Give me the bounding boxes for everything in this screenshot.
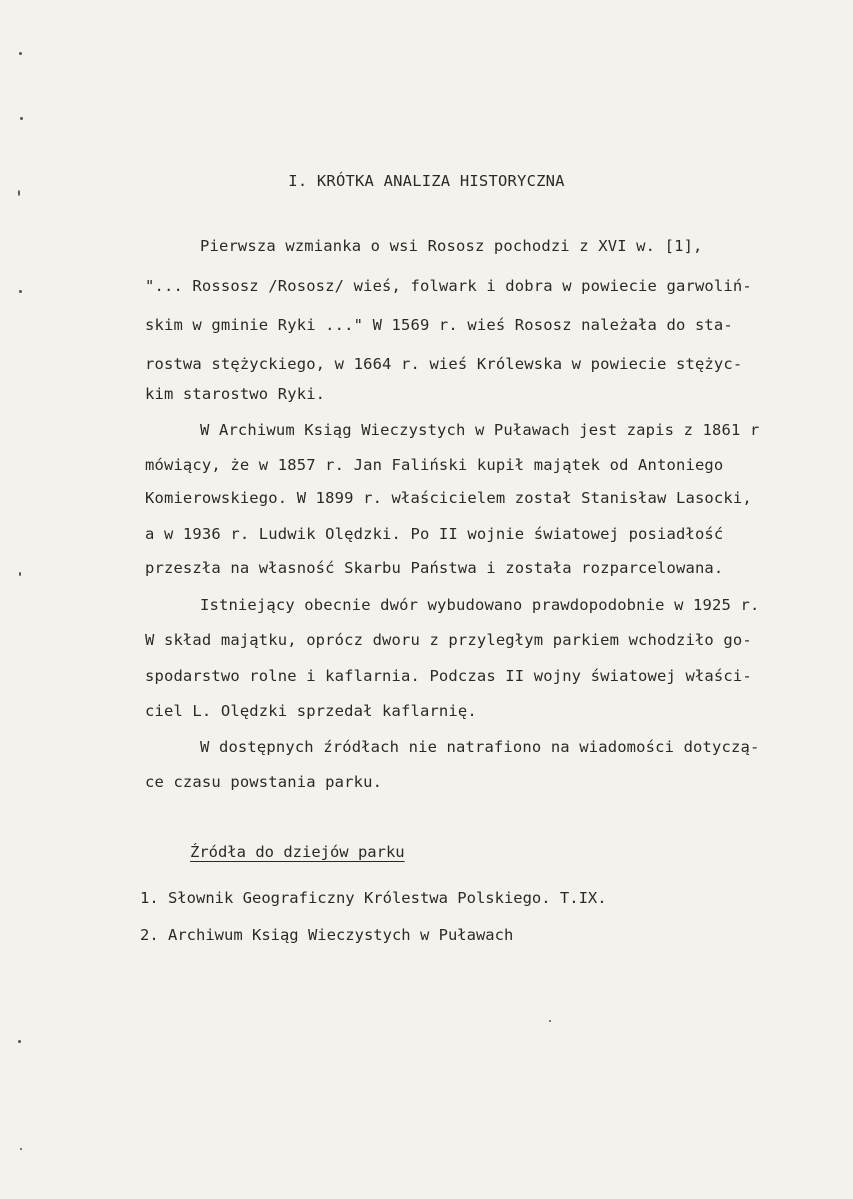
scan-speck xyxy=(19,290,22,293)
text-line: skim w gminie Ryki ..." W 1569 r. wieś Rososz należała do sta- xyxy=(145,316,733,334)
scan-speck xyxy=(20,117,23,120)
source-item: 1. Słownik Geograficzny Królestwa Polskiego. T.IX. xyxy=(140,889,607,907)
text-line: przeszła na własność Skarbu Państwa i została rozparcelowana. xyxy=(145,559,724,577)
text-line: W Archiwum Ksiąg Wieczystych w Puławach jest zapis z 1861 r xyxy=(200,421,760,439)
document-title: I. KRÓTKA ANALIZA HISTORYCZNA xyxy=(288,172,565,190)
text-line: rostwa stężyckiego, w 1664 r. wieś Królewska w powiecie stężyc- xyxy=(145,355,743,373)
text-line: a w 1936 r. Ludwik Olędzki. Po II wojnie światowej posiadłość xyxy=(145,525,724,543)
text-line: Pierwsza wzmianka o wsi Rososz pochodzi z XVI w. [1], xyxy=(200,237,703,255)
text-line: mówiący, że w 1857 r. Jan Faliński kupił majątek od Antoniego xyxy=(145,456,724,474)
text-line: kim starostwo Ryki. xyxy=(145,385,326,403)
scan-speck xyxy=(18,1040,21,1043)
text-line: W skład majątku, oprócz dworu z przyległym parkiem wchodziło go- xyxy=(145,631,752,649)
text-line: Komierowskiego. W 1899 r. właścicielem został Stanisław Lasocki, xyxy=(145,489,752,507)
text-line: "... Rossosz /Rososz/ wieś, folwark i dobra w powiecie garwoliń- xyxy=(145,277,752,295)
text-line: ciel L. Olędzki sprzedał kaflarnię. xyxy=(145,702,477,720)
text-line: W dostępnych źródłach nie natrafiono na wiadomości dotyczą- xyxy=(200,738,760,756)
text-line: Istniejący obecnie dwór wybudowano prawdopodobnie w 1925 r. xyxy=(200,596,760,614)
scan-speck xyxy=(20,1148,22,1150)
sources-heading: Źródła do dziejów parku xyxy=(190,843,405,861)
scan-speck xyxy=(19,572,21,576)
scan-speck xyxy=(549,1020,551,1022)
scan-speck xyxy=(18,190,20,196)
text-line: ce czasu powstania parku. xyxy=(145,773,383,791)
scan-speck xyxy=(19,52,22,55)
source-item: 2. Archiwum Ksiąg Wieczystych w Puławach xyxy=(140,926,514,944)
text-line: spodarstwo rolne i kaflarnia. Podczas II wojny światowej właści- xyxy=(145,667,752,685)
